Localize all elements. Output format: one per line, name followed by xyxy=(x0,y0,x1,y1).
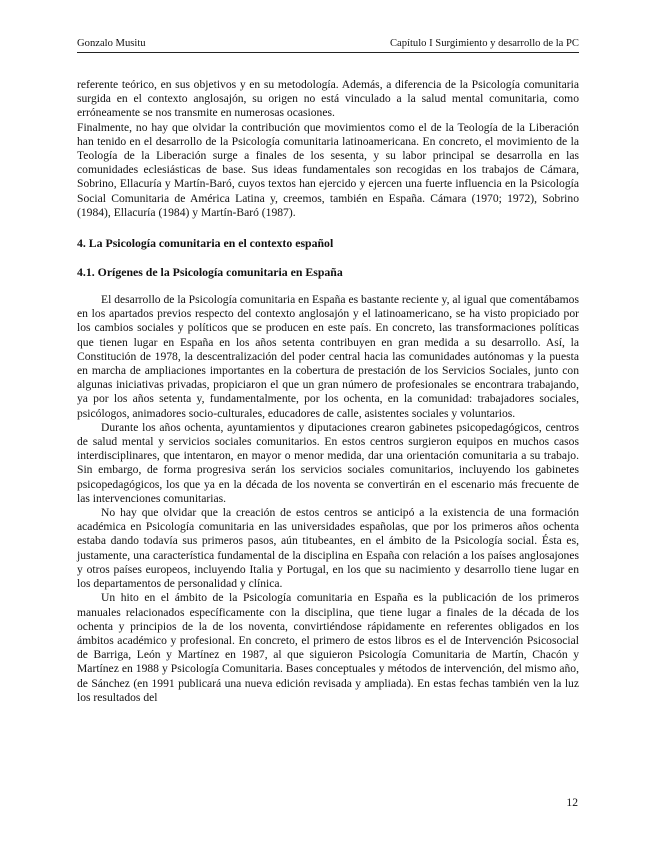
paragraph: No hay que olvidar que la creación de estos centros se anticipó a la existencia de una formación académica en Psicología comunitaria en las universidades españolas, que por los primeros años ochenta estaba dando todavía sus primeros pasos, aún titubeantes, en el ámbito de la Psicología social. Ésta es, justamente, una característica fundamental de la disciplina en España con relación a los países anglosajones y otros países europeos, incluyendo Italia y Portugal, en los que su nacimiento y desarrollo tiene lugar en los departamentos de personalidad y clínica. xyxy=(77,506,579,591)
paragraph: Durante los años ochenta, ayuntamientos y diputaciones crearon gabinetes psicopedagógicos, centros de salud mental y servicios sociales comunitarios. En estos centros surgieron equipos en muchos casos interdisciplinares, que intentaron, en mayor o menor medida, dar una orientación comunitaria a su trabajo. Sin embargo, de forma progresiva serán los servicios sociales comunitarios, incluyendo los gabinetes psicopedagógicos, los que ya en la década de los noventa se convertirán en el escenario más frecuente de las intervenciones comunitarias. xyxy=(77,420,579,505)
paragraph: El desarrollo de la Psicología comunitaria en España es bastante reciente y, al igual que comentábamos en los apartados previos respecto del contexto anglosajón y el latinoamericano, se ha visto propiciado por los cambios sociales y políticos que se producen en este país. En concreto, las transformaciones políticas que tienen lugar en España en los años setenta contribuyen en gran medida a su desarrollo. Así, la Constitución de 1978, la descentralización del poder central hacia las comunidades autónomas y la puesta en marcha de ampliaciones importantes en la cobertura de prestación de los Servicios Sociales, junto con algunas iniciativas privadas, propiciaron el que un gran número de profesionales se encontrara trabajando, ya por los años setenta y, fundamentalmente, por los ochenta, en la comunidad: trabajadores sociales, psicólogos, animadores socio-culturales, educadores de calle, asistentes sociales y voluntarios. xyxy=(77,293,579,420)
paragraph: Finalmente, no hay que olvidar la contribución que movimientos como el de la Teología de la Liberación han tenido en el desarrollo de la Psicología comunitaria latinoamericana. En concreto, el movimiento de la Teología de la Liberación surge a finales de los sesenta, y su labor principal se desarrolla en las comunidades eclesiásticas de base. Sus ideas fundamentales son recogidas en los trabajos de Cámara, Sobrino, Ellacuría y Martín-Baró, cuyos textos han ejercido y ejercen una fuerte influencia en la Psicología Social Comunitaria de América Latina y, creemos, también en España. Cámara (1970; 1972), Sobrino (1984), Ellacuría (1984) y Martín-Baró (1987). xyxy=(77,120,579,219)
subsection-heading: 4.1. Orígenes de la Psicología comunitaria en España xyxy=(77,265,343,280)
paragraph: referente teórico, en sus objetivos y en su metodología. Además, a diferencia de la Psicología comunitaria surgida en el contexto anglosajón, su origen no está vinculado a la salud mental comunitaria, como erróneamente se nos transmite en numerosas ocasiones. xyxy=(77,78,579,120)
page-number: 12 xyxy=(566,796,578,809)
page-content xyxy=(77,78,579,705)
page-header xyxy=(77,37,579,53)
paragraph: Un hito en el ámbito de la Psicología comunitaria en España es la publicación de los primeros manuales relacionados específicamente con la disciplina, que tiene lugar a finales de la década de los ochenta y principios de la de los noventa, convirtiéndose rápidamente en referentes obligados en los ámbitos académico y profesional. En concreto, el primero de estos libros es el de Intervención Psicosocial de Barriga, León y Martínez en 1987, al que siguieron Psicología Comunitaria de Martín, Chacón y Martínez en 1988 y Psicología Comunitaria. Bases conceptuales y métodos de intervención, del mismo año, de Sánchez (en 1991 publicará una nueva edición revisada y ampliada). En estas fechas también ven la luz los resultados del xyxy=(77,591,579,704)
section-heading: 4. La Psicología comunitaria en el contexto español xyxy=(77,236,334,251)
header-author: Gonzalo Musitu xyxy=(77,38,146,49)
header-chapter: Capítulo I Surgimiento y desarrollo de la PC xyxy=(389,38,579,49)
